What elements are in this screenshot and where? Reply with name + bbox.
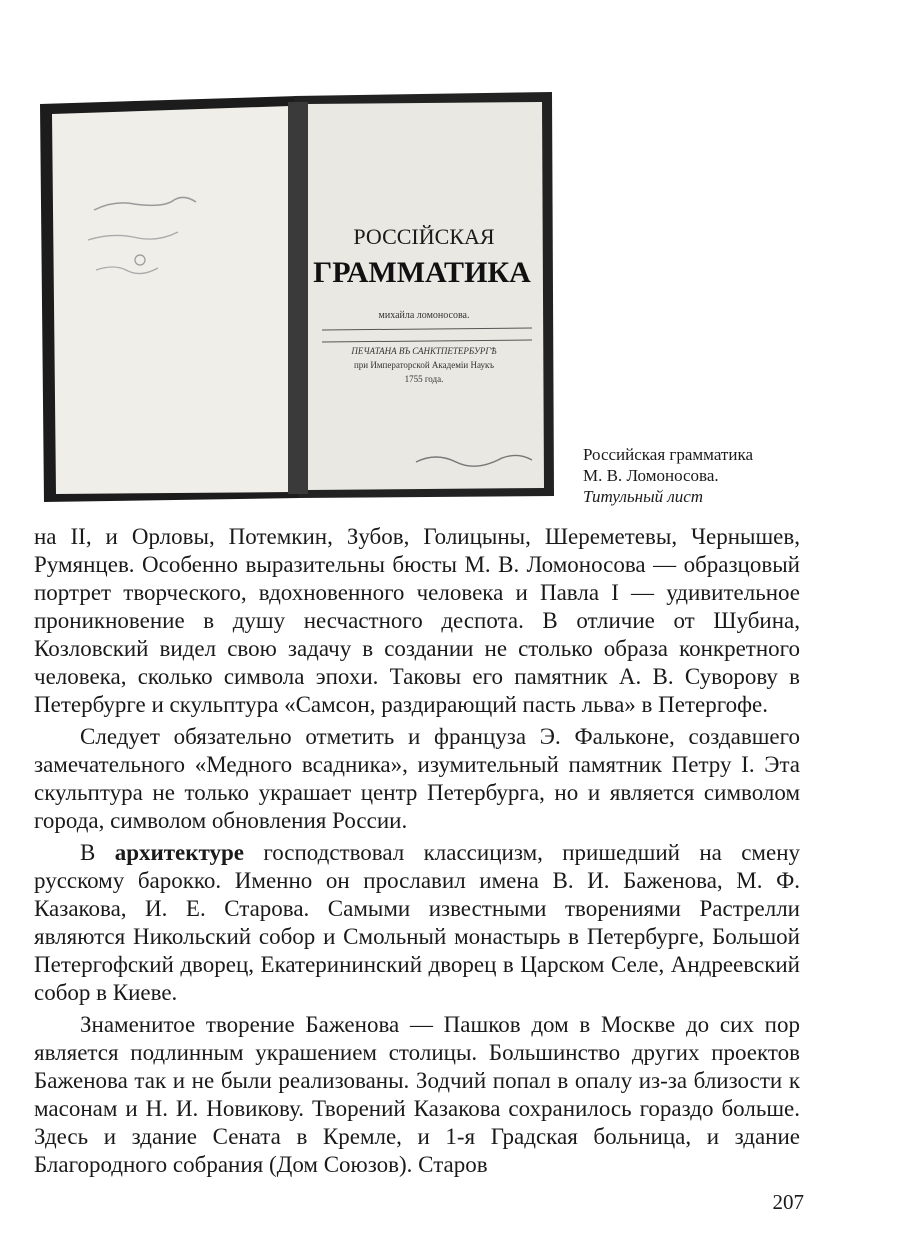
paragraph-3-lead: В — [80, 840, 96, 865]
caption-line-3: Титульный лист — [583, 487, 704, 506]
figure-caption — [583, 444, 823, 507]
body-text — [34, 523, 800, 1179]
paragraph-3 — [34, 839, 800, 1007]
paragraph-2: Следует обязательно отметить и француза Э. Фальконе, создавшего замечательного «Медного всадника», изумительный памятник Петру I. Эта скульптура не только украшает центр Петербурга, но и является символом города, символом обновления России. — [34, 724, 800, 833]
paragraph-4: Знаменитое творение Баженова — Пашков дом в Москве до сих пор является подлинным украшением столицы. Большинство других проектов Баженова так и не были реализованы. Зодчий попал в опалу из-за близости к масонам и Н. И. Новикову. Творений Казакова сохранилось гораздо больше. Здесь и здание Сената в Кремле, и 1-я Градская больница, и здание Благородного собрания (Дом Союзов). Старов — [34, 1012, 800, 1177]
book-imprint-2: при Императорской Академіи Наукъ — [353, 360, 495, 370]
book-photo-image — [36, 92, 556, 502]
keyword-architecture: архитектуре — [114, 840, 244, 865]
page-number: 207 — [772, 1190, 804, 1214]
caption-line-2: М. В. Ломоносова. — [583, 466, 719, 485]
book-imprint-1: ПЕЧАТАНА ВЪ САНКТПЕТЕРБУРГѢ — [351, 346, 497, 356]
book-title-line2: ГРАММАТИКА — [313, 256, 531, 289]
paragraph-3-rest: господствовал классицизм, пришедший на смену русскому барокко. Именно он прославил имена В. И. Баженова, М. Ф. Казакова, И. Е. Старова. Самыми известными творениями Растрелли являются Никольский собор и Смольный монастырь в Петербурге, Большой Петергофский дворец, Екатерининский дворец в Царском Селе, Андреевский собор в Киеве. — [34, 840, 801, 1005]
book-imprint-3: 1755 года. — [404, 374, 444, 384]
caption-line-1: Российская грамматика — [583, 445, 753, 464]
book-title-line1: РОССІЙСКАЯ — [353, 224, 495, 249]
book-photo — [36, 92, 556, 502]
book-author: михайла ломоносова. — [378, 310, 470, 321]
paragraph-1: на II, и Орловы, Потемкин, Зубов, Голицыны, Шереметевы, Чернышев, Румянцев. Особенно выразительны бюсты М. В. Ломоносова — образцовый портрет творческого, вдохновенного человека и Павла I — удивительное проникновение в душу несчастного деспота. В отличие от Шубина, Козловский видел свою задачу в создании не столько образа конкретного человека, сколько символа эпохи. Таковы его памятник А. В. Суворову в Петербурге и скульптура «Самсон, раздирающий пасть льва» в Петергофе. — [34, 524, 800, 717]
